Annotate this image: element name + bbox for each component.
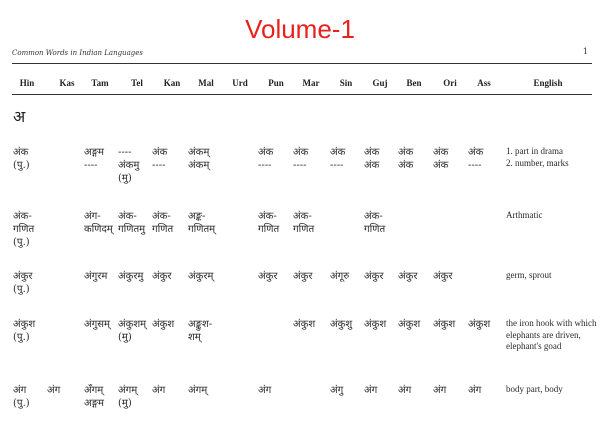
word-cell-ass: अंकुश	[468, 319, 491, 330]
word-cell-tam: अंग- कणिदम्	[84, 211, 113, 235]
word-cell-ben: अंक अंक	[398, 147, 414, 171]
header-rule-top	[12, 63, 592, 64]
word-cell-ori: अंकुश	[433, 319, 456, 330]
word-cell-guj: अंक- गणित	[364, 211, 386, 235]
column-header-mal: Mal	[198, 78, 214, 88]
word-cell-tam: अङ्गम ----	[84, 147, 104, 171]
word-cell-mar: अंकुर	[293, 271, 313, 282]
word-cell-hin: अंक- गणित (पु.)	[13, 211, 35, 248]
word-cell-tam: अंगुरम	[84, 271, 108, 282]
word-cell-kan: अंकुश	[152, 319, 175, 330]
word-cell-mal: अङ्कुश- शम्	[188, 319, 213, 343]
word-cell-mal: अंगम्	[188, 385, 208, 396]
word-cell-guj: अंग	[364, 385, 378, 396]
column-header-pun: Pun	[268, 78, 284, 88]
running-head: Common Words in Indian Languages	[12, 49, 143, 57]
column-header-urd: Urd	[232, 78, 248, 88]
column-header-english: English	[533, 78, 563, 88]
column-header-mar: Mar	[302, 78, 320, 88]
column-header-kas: Kas	[59, 78, 75, 88]
word-cell-tam: अंगुसम्	[84, 319, 111, 330]
english-meaning: the iron hook with which elephants are driven, elephant's goad	[506, 318, 597, 351]
word-cell-guj: अंक अंक	[364, 147, 380, 171]
word-cell-pun: अंकुर	[258, 271, 278, 282]
word-cell-mal: अंकम् अंकम्	[188, 147, 210, 171]
word-cell-guj: अंकुर	[364, 271, 384, 282]
column-header-tel: Tel	[131, 78, 143, 88]
section-letter: अ	[13, 107, 26, 126]
word-cell-ben: अंकुर	[398, 271, 418, 282]
word-cell-guj: अंकुश	[364, 319, 387, 330]
column-header-kan: Kan	[163, 78, 181, 88]
word-cell-sin: अंगूरु	[330, 271, 350, 282]
word-cell-mar: अंक ----	[293, 147, 309, 171]
word-cell-tel: अंक- गणितमु	[118, 211, 146, 235]
word-cell-mal: अंकुरम्	[188, 271, 214, 282]
english-meaning: 1. part in drama 2. number, marks	[506, 146, 569, 168]
word-cell-hin: अंक (पु.)	[13, 147, 30, 171]
column-header-hin: Hin	[19, 78, 35, 88]
word-cell-tel: ---- अंकमु (मु)	[118, 147, 140, 184]
english-meaning: germ, sprout	[506, 270, 552, 280]
word-cell-kan: अंकुर	[152, 271, 172, 282]
word-cell-ben: अंग	[398, 385, 412, 396]
word-cell-pun: अंक- गणित	[258, 211, 280, 235]
word-cell-ori: अंग	[433, 385, 447, 396]
column-header-ass: Ass	[477, 78, 491, 88]
word-cell-tel: अंकुशम् (मु)	[118, 319, 147, 343]
word-cell-ass: अंग	[468, 385, 482, 396]
word-cell-kas: अंग	[47, 385, 61, 396]
word-cell-hin: अंग (पु.)	[13, 385, 30, 409]
word-cell-kan: अंक- गणित	[152, 211, 174, 235]
word-cell-ori: अंक अंक	[433, 147, 449, 171]
word-cell-ben: अंकुश	[398, 319, 421, 330]
volume-title: Volume-1	[245, 14, 355, 44]
word-cell-mal: अङ्क- गणितम्	[188, 211, 216, 235]
header-rule-bottom	[12, 94, 592, 95]
word-cell-sin: अंक ----	[330, 147, 346, 171]
word-cell-tam: अँगम् अङ्गम	[84, 385, 104, 409]
word-cell-pun: अंग	[258, 385, 272, 396]
word-cell-kan: अंक ----	[152, 147, 168, 171]
page-number: 1	[582, 47, 588, 56]
column-header-guj: Guj	[372, 78, 388, 88]
column-header-tam: Tam	[91, 78, 109, 88]
word-cell-pun: अंक ----	[258, 147, 274, 171]
word-cell-ori: अंकुर	[433, 271, 453, 282]
word-cell-mar: अंक- गणित	[293, 211, 315, 235]
word-cell-ass: अंक ----	[468, 147, 484, 171]
word-cell-tel: अंकुरमु	[118, 271, 144, 282]
word-cell-mar: अंकुश	[293, 319, 316, 330]
column-header-ben: Ben	[406, 78, 422, 88]
word-cell-sin: अंगु	[330, 385, 344, 396]
word-cell-sin: अंकुशु	[330, 319, 353, 330]
column-header-ori: Ori	[443, 78, 457, 88]
word-cell-hin: अंकुर (पु.)	[13, 271, 33, 295]
column-header-sin: Sin	[339, 78, 353, 88]
english-meaning: body part, body	[506, 384, 563, 394]
word-cell-hin: अंकुश (पु.)	[13, 319, 36, 343]
english-meaning: Arthmatic	[506, 210, 543, 220]
word-cell-kan: अंग	[152, 385, 166, 396]
word-cell-tel: अंगम् (मु)	[118, 385, 138, 409]
